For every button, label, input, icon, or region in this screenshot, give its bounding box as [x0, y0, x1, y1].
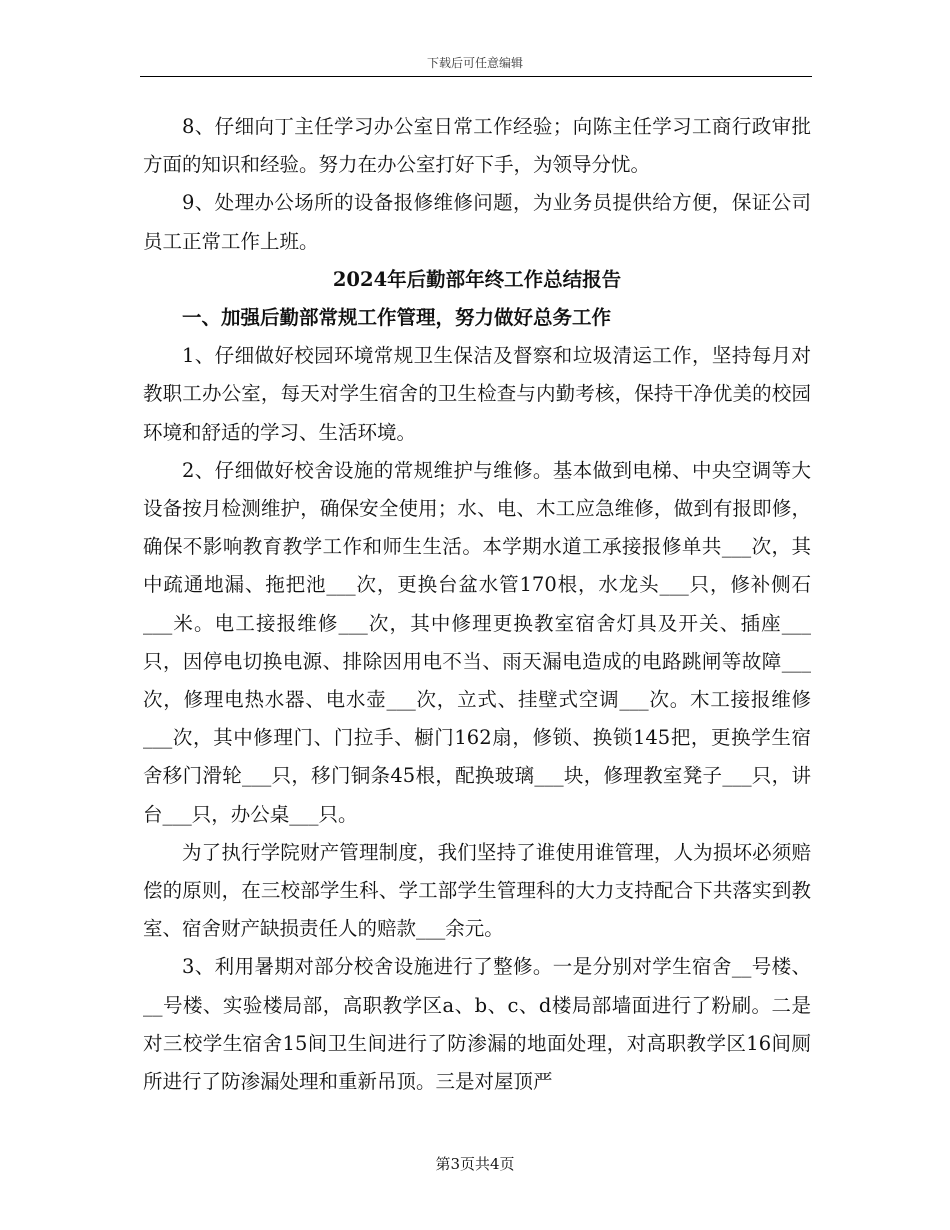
- paragraph-item-8: 8、仔细向丁主任学习办公室日常工作经验；向陈主任学习工商行政审批方面的知识和经验。努力在办公室打好下手，为领导分忧。: [143, 115, 811, 177]
- page-footer: 第3页共4页: [435, 1155, 515, 1173]
- header-divider: [140, 76, 812, 77]
- paragraph-maintenance: 2、仔细做好校舍设施的常规维护与维修。基本做到电梯、中央空调等大设备按月检测维护，确保安全使用；水、电、木工应急维修，做到有报即修，确保不影响教育教学工作和师生生活。本学期水道工承接报修单共___次，其中疏通地漏、拖把池___次，更换台盆水管170根，水龙头___只，修补侧石___米。电工接报维修___次，其中修理更换教室宿舍灯具及开关、插座___只，因停电切换电源、排除因用电不当、雨天漏电造成的电路跳闸等故障___次，修理电热水器、电水壶___次，立式、挂壁式空调___次。木工接报维修___次，其中修理门、门拉手、橱门162扇，修锁、换锁145把，更换学生宿舍移门滑轮___只，移门铜条45根，配换玻璃___块，修理教室凳子___只，讲台___只，办公桌___只。: [143, 458, 811, 826]
- document-body: [143, 108, 811, 1101]
- paragraph-cleaning: 1、仔细做好校园环境常规卫生保洁及督察和垃圾清运工作，坚持每月对教职工办公室，每天对学生宿舍的卫生检查与内勤考核，保持干净优美的校园环境和舒适的学习、生活环境。: [143, 344, 811, 444]
- section-heading-1: 一、加强后勤部常规工作管理，努力做好总务工作: [182, 306, 612, 330]
- report-title: 2024年后勤部年终工作总结报告: [332, 267, 622, 291]
- page-header: 下载后可任意编辑: [426, 56, 523, 70]
- paragraph-item-9: 9、处理办公场所的设备报修维修问题，为业务员提供给方便，保证公司员工正常工作上班。: [143, 191, 811, 253]
- paragraph-property-management: 为了执行学院财产管理制度，我们坚持了谁使用谁管理，人为损坏必须赔偿的原则，在三校部学生科、学工部学生管理科的大力支持配合下共落实到教室、宿舍财产缺损责任人的赔款___余元。: [143, 840, 811, 941]
- paragraph-summer-renovation: 3、利用暑期对部分校舍设施进行了整修。一是分别对学生宿舍__号楼、__号楼、实验楼局部，高职教学区a、b、c、d楼局部墙面进行了粉刷。二是对三校学生宿舍15间卫生间进行了防渗漏的地面处理，对高职教学区16间厕所进行了防渗漏处理和重新吊顶。三是对屋顶严: [143, 955, 811, 1094]
